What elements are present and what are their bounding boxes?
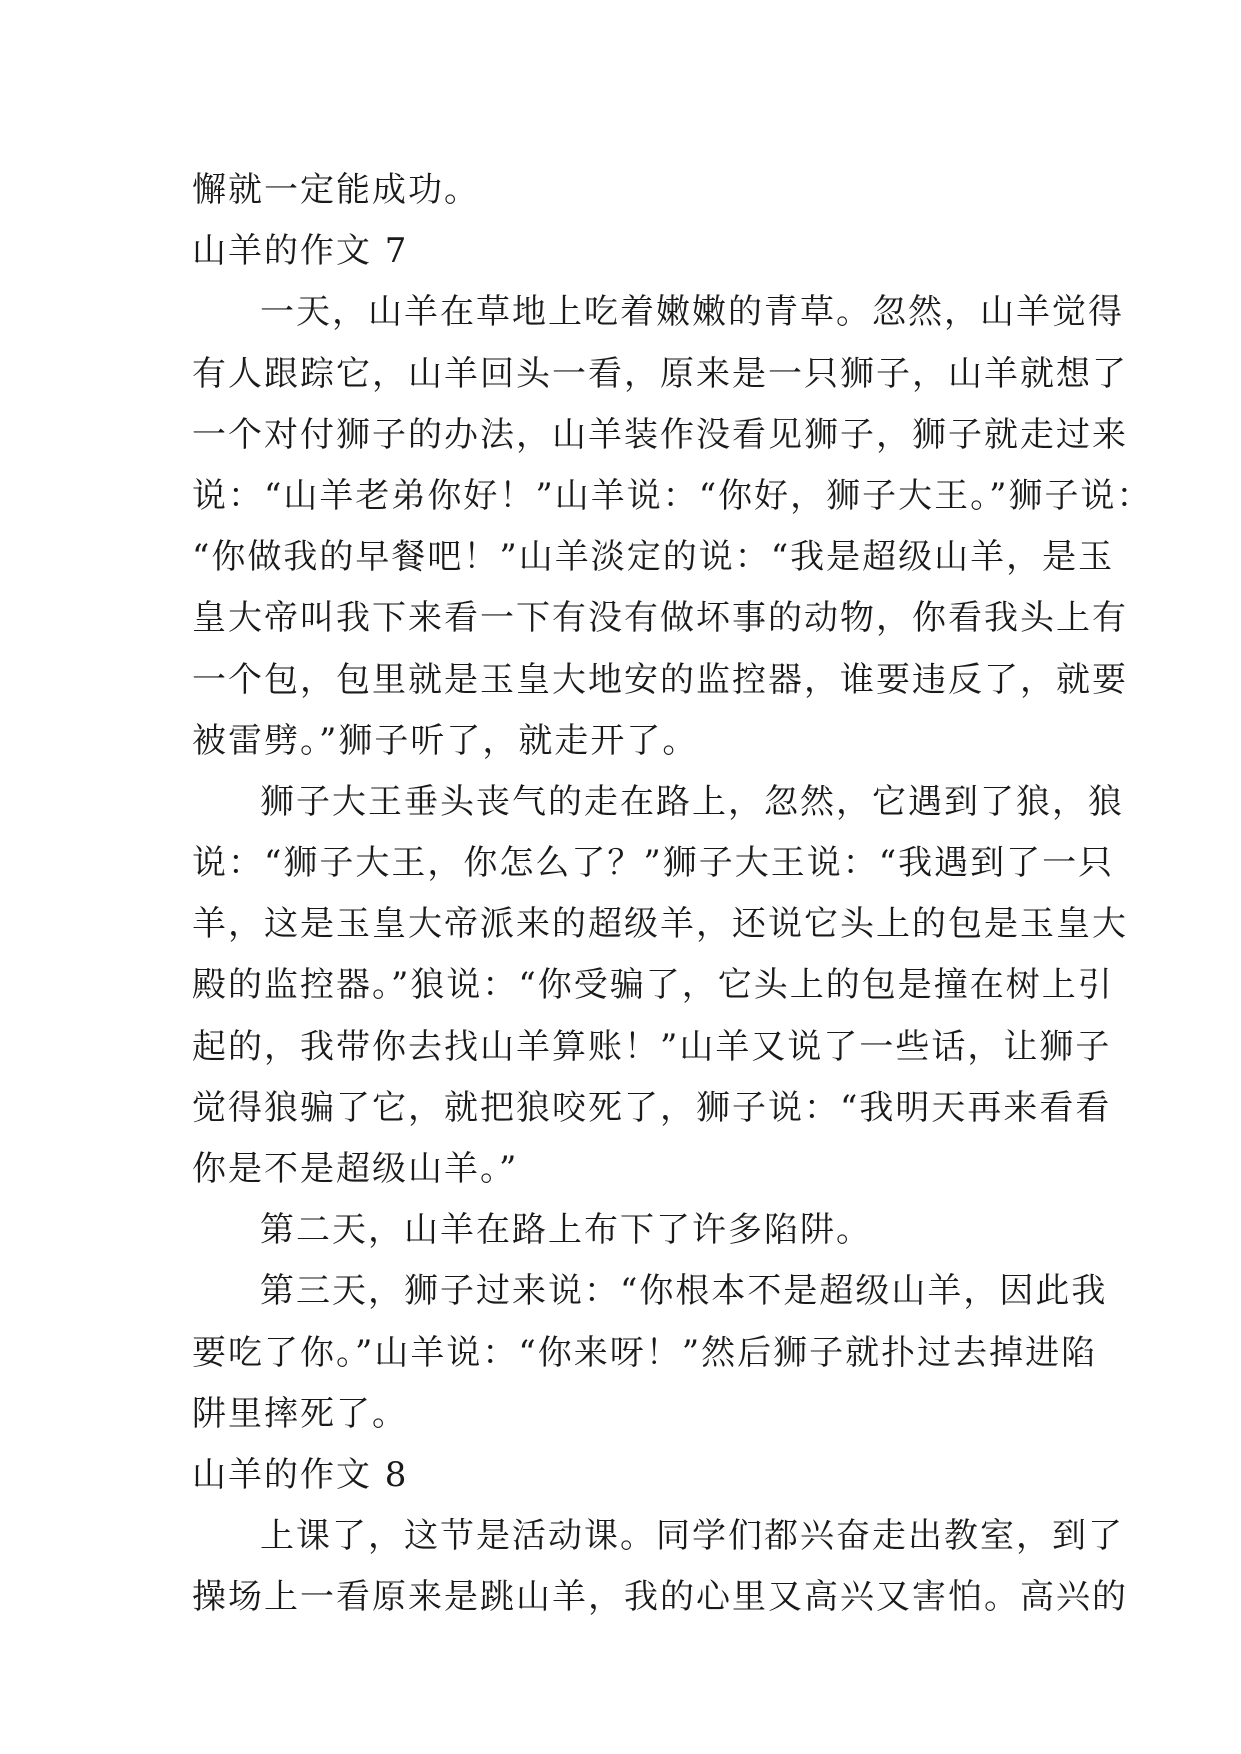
paragraph-line: 要吃了你。”山羊说：“你来呀！”然后狮子就扑过去掉进陷 (192, 1332, 1098, 1373)
paragraph-line: 你是不是超级山羊。” (192, 1149, 519, 1189)
section-heading: 山羊的作文 7 (192, 231, 409, 272)
paragraph-line: 被雷劈。”狮子听了，就走开了。 (192, 720, 699, 761)
paragraph-line: 有人跟踪它，山羊回头一看，原来是一只狮子，山羊就想了 (192, 353, 1128, 394)
paragraph-line: 阱里摔死了。 (192, 1393, 408, 1434)
document-body (192, 160, 1153, 1629)
paragraph-line: 皇大帝叫我下来看一下有没有做坏事的动物，你看我头上有 (192, 598, 1128, 639)
paragraph-line: 一个包，包里就是玉皇大地安的监控器，谁要违反了，就要 (192, 659, 1128, 700)
paragraph-line: 起的，我带你去找山羊算账！”山羊又说了一些话，让狮子 (192, 1026, 1112, 1067)
paragraph-first-line: 一天，山羊在草地上吃着嫩嫩的青草。忽然，山羊觉得 (260, 292, 1124, 333)
paragraph-first-line: 第三天，狮子过来说：“你根本不是超级山羊，因此我 (260, 1271, 1108, 1312)
paragraph-first-line: 狮子大王垂头丧气的走在路上，忽然，它遇到了狼，狼 (260, 781, 1124, 822)
paragraph-line: “你做我的早餐吧！”山羊淡定的说：“我是超级山羊，是玉 (192, 537, 1115, 578)
paragraph-first-line: 上课了，这节是活动课。同学们都兴奋走出教室，到了 (260, 1516, 1124, 1557)
paragraph-line: 操场上一看原来是跳山羊，我的心里又高兴又害怕。高兴的 (192, 1577, 1128, 1618)
section-heading: 山羊的作文 8 (192, 1454, 409, 1495)
paragraph-line: 说：“狮子大王，你怎么了？”狮子大王说：“我遇到了一只 (192, 843, 1115, 884)
paragraph-first-line: 第二天，山羊在路上布下了许多陷阱。 (260, 1210, 872, 1251)
paragraph-line: 说：“山羊老弟你好！”山羊说：“你好，狮子大王。”狮子说： (192, 475, 1153, 516)
paragraph-line: 殿的监控器。”狼说：“你受骗了，它头上的包是撞在树上引 (192, 965, 1114, 1006)
paragraph-line: 懈就一定能成功。 (192, 170, 480, 210)
paragraph-line: 一个对付狮子的办法，山羊装作没看见狮子，狮子就走过来 (192, 414, 1128, 455)
paragraph-line: 羊，这是玉皇大帝派来的超级羊，还说它头上的包是玉皇大 (192, 904, 1128, 945)
paragraph-line: 觉得狼骗了它，就把狼咬死了，狮子说：“我明天再来看看 (192, 1087, 1112, 1128)
